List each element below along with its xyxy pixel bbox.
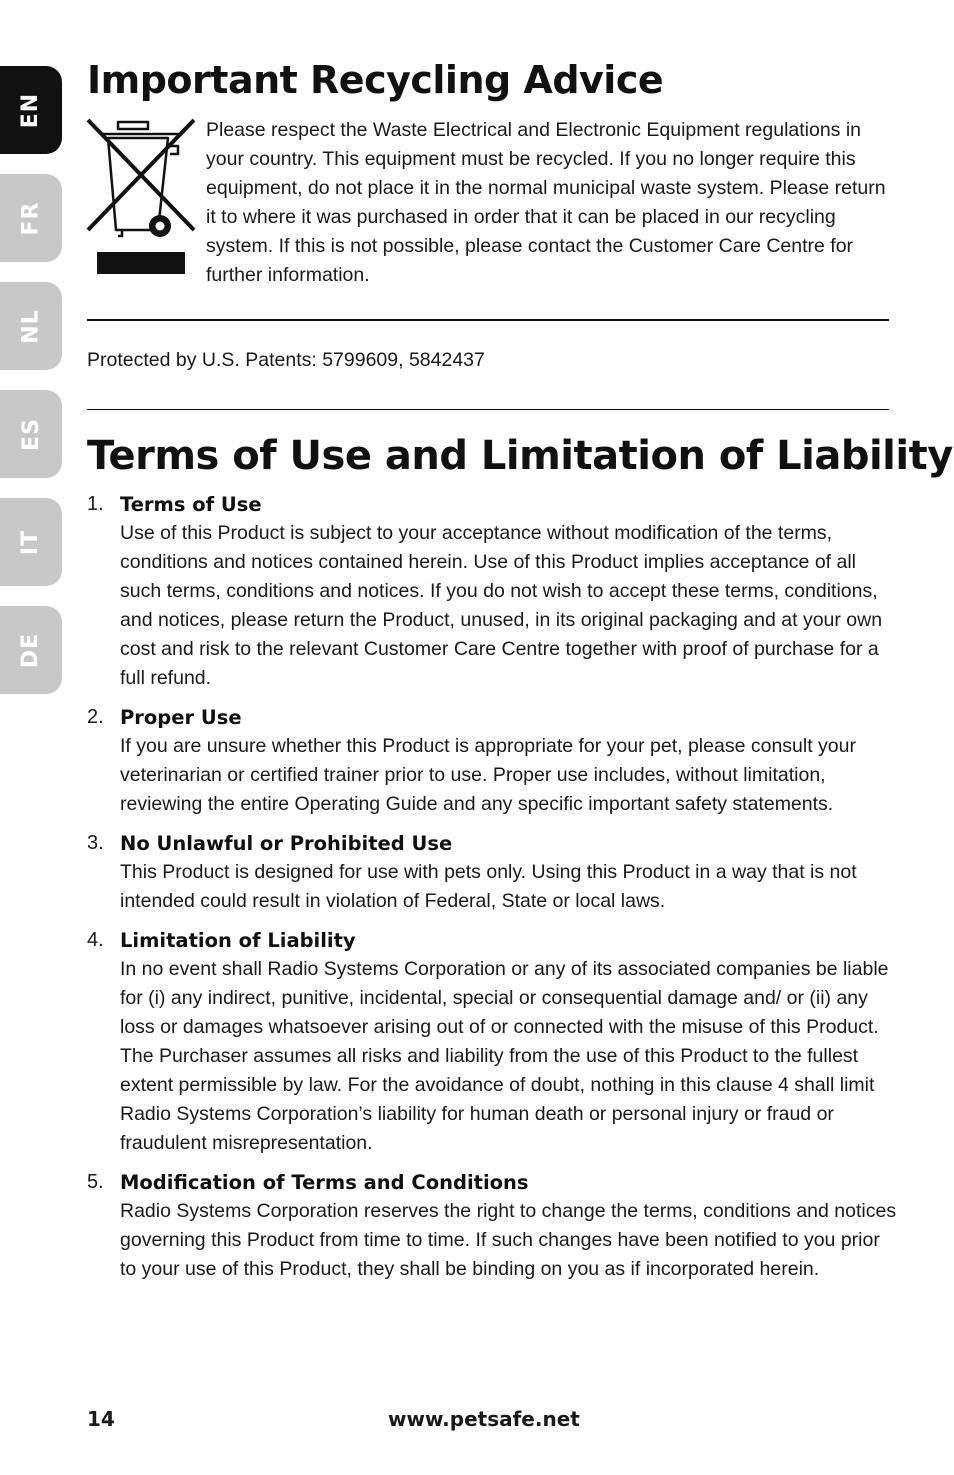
tab-nl[interactable] (0, 282, 62, 370)
tab-en[interactable] (0, 66, 62, 154)
divider (87, 319, 889, 321)
item-body: If you are unsure whether this Product is appropriate for your pet, please consult your veterinarian or certified trainer prior to use. Proper use includes, without limitation, reviewing the entire Operating Guide and any specific important safety statements. (120, 735, 856, 815)
list-item (87, 490, 897, 693)
item-title: Limitation of Liability (120, 929, 356, 952)
website-link[interactable]: www.petsafe.net (388, 1407, 580, 1431)
tab-label: ES (18, 417, 44, 451)
recycling-heading: Important Recycling Advice (87, 58, 664, 102)
list-item (87, 703, 897, 819)
list-item (87, 926, 897, 1158)
tab-it[interactable] (0, 498, 62, 586)
item-title: Modification of Terms and Conditions (120, 1171, 529, 1194)
crossed-out-wheelie-bin-icon (86, 118, 198, 278)
tab-label: DE (18, 632, 44, 668)
patents-notice: Protected by U.S. Patents: 5799609, 5842437 (87, 349, 485, 371)
item-title: No Unlawful or Prohibited Use (120, 832, 453, 855)
item-number: 2. (87, 706, 104, 728)
tab-de[interactable] (0, 606, 62, 694)
tab-es[interactable] (0, 390, 62, 478)
page-number: 14 (87, 1407, 115, 1431)
tab-label: NL (18, 308, 44, 344)
item-body: Use of this Product is subject to your acceptance without modification of the terms, conditions and notices contained herein. Use of this Product implies acceptance of all such terms, conditions and notices. If you do not wish to accept these terms, conditions, and notices, please return the Product, unused, in its original packaging and at your own cost and risk to the relevant Customer Care Centre together with proof of purchase for a full refund. (120, 522, 883, 689)
item-number: 4. (87, 929, 104, 951)
tab-label: IT (18, 529, 44, 555)
list-item (87, 829, 897, 916)
recycling-body: Please respect the Waste Electrical and Electronic Equipment regulations in your country. This equipment must be recycled. If you no longer require this equipment, do not place it in the normal municipal waste system. Please return it to where it was purchased in order that it can be placed in our recycling system. If this is not possible, please contact the Customer Care Centre for further information. (206, 119, 886, 286)
terms-heading: Terms of Use and Limitation of Liability (87, 433, 953, 479)
item-number: 5. (87, 1171, 104, 1193)
item-title: Proper Use (120, 706, 242, 729)
list-item (87, 1168, 897, 1284)
item-number: 1. (87, 493, 104, 515)
tab-label: FR (18, 201, 44, 235)
divider (87, 409, 889, 410)
item-body: In no event shall Radio Systems Corporation or any of its associated companies be liable for (i) any indirect, punitive, incidental, special or consequential damage and/ or (ii) any loss or damages whatsoever arising out of or connected with the misuse of this Product. The Purchaser assumes all risks and liability from the use of this Product to the fullest extent permissible by law. For the avoidance of doubt, nothing in this clause 4 shall limit Radio Systems Corporation’s liability for human death or personal injury or fraud or fraudulent misrepresentation. (120, 958, 889, 1154)
item-title: Terms of Use (120, 493, 262, 516)
terms-list (87, 490, 897, 1294)
item-number: 3. (87, 832, 104, 854)
tab-fr[interactable] (0, 174, 62, 262)
item-body: Radio Systems Corporation reserves the right to change the terms, conditions and notices governing this Product from time to time. If such changes have been notified to you prior to your use of this Product, they shall be binding on you as if incorporated herein. (120, 1200, 897, 1280)
tab-label: EN (18, 92, 44, 128)
item-body: This Product is designed for use with pets only. Using this Product in a way that is not intended could result in violation of Federal, State or local laws. (120, 861, 857, 912)
